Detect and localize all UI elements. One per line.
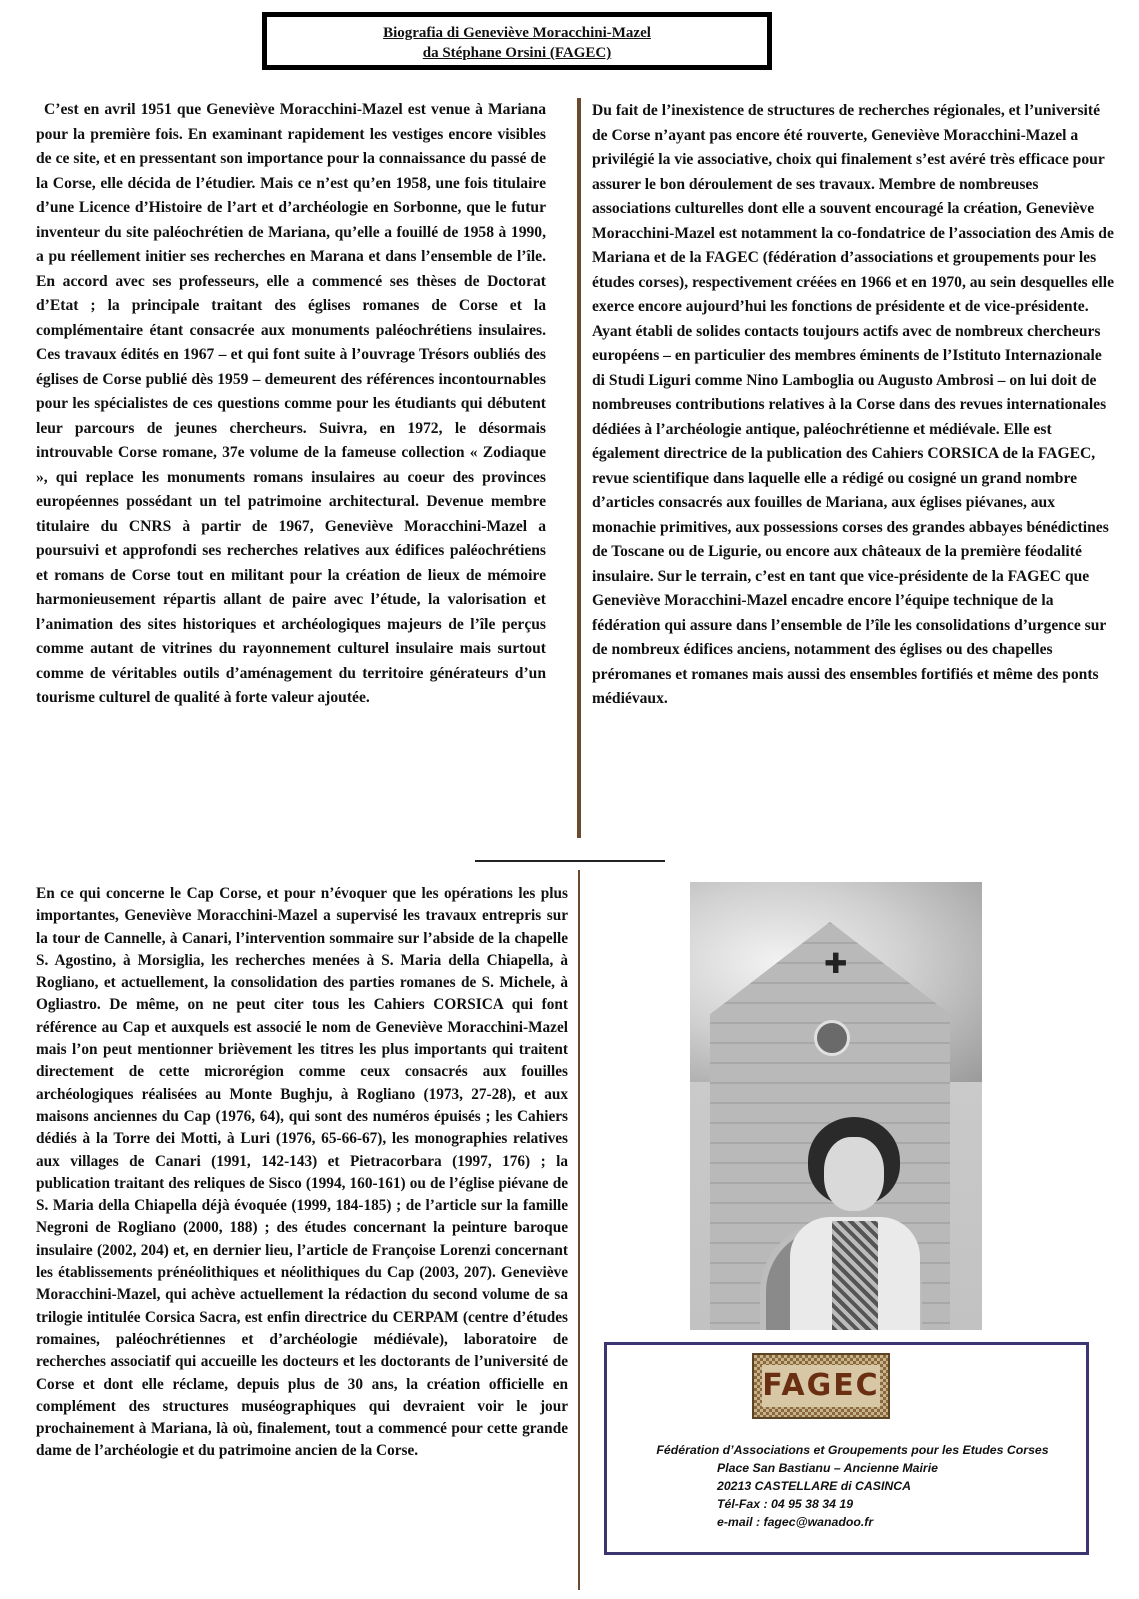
address-line-1: Place San Bastianu – Ancienne Mairie (717, 1461, 938, 1475)
portrait-photo (690, 882, 982, 1330)
person-blouse (832, 1221, 878, 1330)
contact-details (607, 1441, 1086, 1531)
federation-name: Fédération d’Associations et Groupements pour les Etudes Corses (656, 1443, 1049, 1457)
person-face (824, 1137, 884, 1211)
column-divider-top (577, 98, 581, 838)
phone-fax: Tél-Fax : 04 95 38 34 19 (717, 1497, 854, 1511)
title-line-2: da Stéphane Orsini (FAGEC) (422, 45, 612, 61)
section-divider (475, 860, 665, 862)
person-figure (790, 1117, 920, 1330)
column-right-top: Du fait de l’inexistence de structures de recherches régionales, et l’université de Corse n’ayant pas encore été rouverte, Geneviève Moracchini-Mazel a privilégié la vie associative, choix qui finalement s’est avéré très efficace pour assurer le bon déroulement de ses travaux. Membre de nombreuses associations culturelles dont elle a souvent encouragé la création, Geneviève Moracchini-Mazel est notamment la co-fondatrice de l’association des Amis de Mariana et de la FAGEC (fédération d’associations et groupements pour les études corses), respectivement créées en 1966 et en 1970, au sein desquelles elle exerce encore aujourd’hui les fonctions de présidente et de vice-présidente. Ayant établi de solides contacts toujours actifs avec de nombreux chercheurs européens – en particulier des membres éminents de l’Istituto Internazionale di Studi Liguri comme Nino Lamboglia ou Augusto Ambrosi – on lui doit de nombreuses contributions relatives à la Corse dans des revues internationales dédiées à l’archéologie antique, paléochrétienne et médiévale. Elle est également directrice de la publication des Cahiers CORSICA de la FAGEC, revue scientifique dans laquelle elle a rédigé ou cosigné un grand nombre d’articles consacrés aux fouilles de Mariana, aux églises piévanes, aux monachie primitives, aux possessions corses des grandes abbayes bénédictines de Toscane ou de Ligurie, ou encore aux châteaux de la première féodalité insulaire. Sur le terrain, c’est en tant que vice-présidente de la FAGEC que Geneviève Moracchini-Mazel encadre encore l’équipe technique de la fédération qui assure dans l’ensemble de l’île les consolidations d’urgence sur de nombreux édifices anciens, notamment des églises ou des chapelles préromanes et romanes mais aussi des ensembles fortifiés et même des ponts médiévaux. (592, 102, 1114, 707)
address-line-2: 20213 CASTELLARE di CASINCA (717, 1479, 912, 1493)
rose-window (814, 1020, 850, 1056)
column-divider-bottom (578, 870, 580, 1590)
title-box (262, 12, 772, 70)
cross-icon: ✚ (824, 947, 848, 980)
column-left-bottom: En ce qui concerne le Cap Corse, et pour n’évoquer que les opérations les plus importantes, Geneviève Moracchini-Mazel a supervisé les travaux entrepris sur la tour de Cannelle, à Canari, l’intervention sommaire sur l’abside de la chapelle S. Agostino, à Morsiglia, les recherches menées à S. Maria della Chiapella, à Rogliano, et actuellement, la consolidation des parties romanes de S. Michele, à Ogliastro. De même, on ne peut citer tous les Cahiers CORSICA qui font référence au Cap et auxquels est associé le nom de Geneviève Moracchini-Mazel mais l’on peut mentionner brièvement les titres les plus importants qui traitent directement de cette microrégion comme ceux consacrés aux fouilles archéologiques réalisées au Monte Bughju, à Rogliano (1973, 27-28), et aux maisons anciennes du Cap (1976, 64), qui sont des numéros épuisés ; les Cahiers dédiés à la Torre dei Motti, à Luri (1976, 65-66-67), les monographies relatives aux villages de Canari (1991, 142-143) et Pietracorbara (1997, 176) ; la publication traitant des reliques de Sisco (1994, 160-161) ou de l’église piévane de S. Maria della Chiapella déjà évoquée (1999, 184-185) ; de l’article sur la famille Negroni de Rogliano (2000, 188) ; des études concernant la peinture baroque insulaire (2002, 204) et, en dernier lieu, l’article de Françoise Lorenzi concernant les établissements prénéolithiques et néolithiques du Cap (2003, 207). Geneviève Moracchini-Mazel, qui achève actuellement la rédaction du second volume de sa trilogie intitulée Corsica Sacra, est enfin directrice du CERPAM (centre d’études romaines, paléochrétiennes et d’archéologie médiévale), laboratoire de recherches associatif qui accueille les docteurs et les doctorants de l’université de Corse et dont elle réclame, depuis plus de 30 ans, la création officielle en complément des structures muséographiques qui devraient voir le jour prochainement à Mariana, là où, finalement, tout a commencé pour cette grande dame de l’archéologie et du patrimoine ancien de la Corse. (36, 885, 568, 1460)
fagec-logo-text: FAGEC (762, 1365, 880, 1407)
contact-box (604, 1342, 1089, 1555)
fagec-logo (752, 1353, 890, 1419)
column-left-top: C’est en avril 1951 que Geneviève Moracchini-Mazel est venue à Mariana pour la première fois. En examinant rapidement les vestiges encore visibles de ce site, et en pressentant son importance pour la connaissance du passé de la Corse, elle décida de l’étudier. Mais ce n’est qu’en 1958, une fois titulaire d’une Licence d’Histoire de l’art et d’archéologie en Sorbonne, que le futur inventeur du site paléochrétien de Mariana, qu’elle a fouillé de 1958 à 1990, a pu réellement initier ses recherches en Marana et dans l’ensemble de l’île. En accord avec ses professeurs, elle a commencé ses thèses de Doctorat d’Etat ; la principale traitant des églises romanes de Corse et la complémentaire étant consacrée aux monuments paléochrétiens insulaires. Ces travaux édités en 1967 – et qui font suite à l’ouvrage Trésors oubliés des églises de Corse publié dès 1959 – demeurent des références incontournables pour les spécialistes de ces questions comme pour les étudiants qui débutent leur parcours de jeunes chercheurs. Suivra, en 1972, le désormais introuvable Corse romane, 37e volume de la fameuse collection « Zodiaque », qui replace les monuments romans insulaires au coeur des provinces européennes possédant un tel patrimoine architectural. Devenue membre titulaire du CNRS à partir de 1967, Geneviève Moracchini-Mazel a poursuivi et approfondi ses recherches relatives aux édifices paléochrétiens et romans de Corse tout en militant pour la création de lieux de mémoire harmonieusement répartis allant de paire avec l’étude, la valorisation et l’animation des sites historiques et archéologiques majeurs de l’île perçus comme autant de vitrines du rayonnement culturel insulaire mais surtout comme de véritables outils d’aménagement du territoire générateurs d’un tourisme culturel de qualité à forte valeur ajoutée. (36, 101, 546, 706)
title-line-1: Biografia di Geneviève Moracchini-Mazel (383, 25, 651, 41)
email: e-mail : fagec@wanadoo.fr (717, 1515, 874, 1529)
